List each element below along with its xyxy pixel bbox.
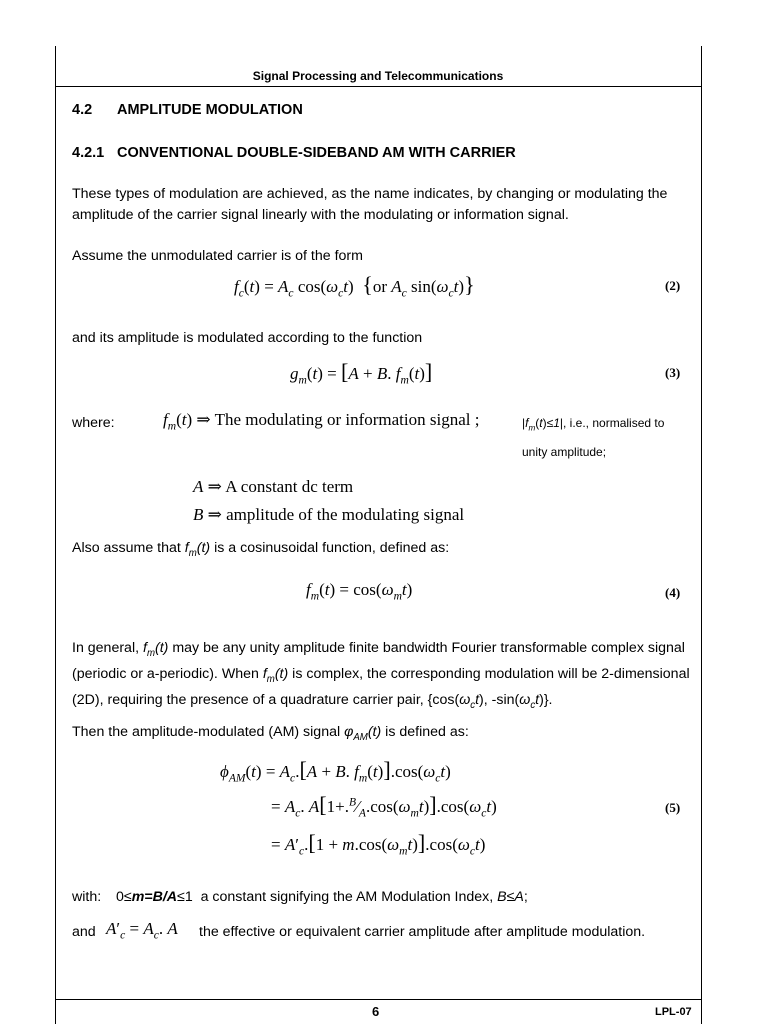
- equation-5-line-3: = $A'_c.[1 + m.\cos(\omega_mt)].\cos(\omega_ct)$: [271, 830, 486, 858]
- definition-B: B ⇒ amplitude of the modulating signal: [193, 505, 465, 524]
- carrier-effective-amplitude: $A'_c = A_c$. A: [106, 919, 178, 942]
- section-number: 4.2: [72, 102, 93, 118]
- subsection-number: 4.2.1: [72, 145, 105, 161]
- equation-5-number: (5): [665, 800, 681, 815]
- document-code: LPL-07: [655, 1006, 692, 1018]
- with-text: 0≤m=B/A≤1 a constant signifying the AM Modulation Index, B≤A;: [116, 889, 528, 905]
- equation-4: $f_m(t) = \cos(\omega_mt)$: [306, 580, 413, 603]
- definition-fm-text: The modulating or information signal ;: [214, 410, 480, 429]
- subsection-title: CONVENTIONAL DOUBLE-SIDEBAND AM WITH CARRIER: [117, 145, 516, 161]
- equation-3-number: (3): [665, 365, 681, 380]
- general-paragraph: In general, $f_m(t)$ may be any unity amplitude finite bandwidth Fourier transformable complex signal (periodic or a-periodic). When $f_m(t)$ is complex, the corresponding modulation will be 2-dimensional (2D), requiring the presence of a quadrature carrier pair, {$\cos(\omega_ct)$, $-\sin(\omega_ct)$}.: [72, 640, 690, 711]
- page-number: 6: [372, 1004, 380, 1019]
- definition-A: A ⇒ A constant dc term: [193, 477, 354, 496]
- assume-carrier-text: Assume the unmodulated carrier is of the form: [72, 248, 363, 264]
- and-label: and: [72, 924, 96, 940]
- equation-5-line-1: $\phi_{AM}(t) = A_c.[A + B$. $f_m(t)].\cos(\omega_ct)$: [220, 757, 451, 785]
- intro-paragraph: These types of modulation are achieved, as the name indicates, by changing or modulating the amplitude of the carrier signal linearly with the modulating or information signal.: [72, 186, 668, 223]
- equation-2-number: (2): [665, 278, 681, 293]
- definition-B-text: amplitude of the modulating signal: [226, 505, 465, 524]
- where-note: $|f_m(t)\le 1|$, i.e., normalised to unity amplitude;: [522, 416, 665, 460]
- definition-A-text: A constant dc term: [225, 477, 354, 496]
- with-label: with:: [72, 889, 102, 905]
- amplitude-modulated-text: and its amplitude is modulated according to the function: [72, 330, 423, 346]
- and-text: the effective or equivalent carrier amplitude after amplitude modulation.: [199, 924, 646, 940]
- equation-2: $f_c(t) = A_c$ $\cos(\omega_ct)$ {or $A_c$ $\sin(\omega_ct)$}: [234, 272, 475, 300]
- footer-rule: [55, 999, 701, 1000]
- equation-4-number: (4): [665, 585, 681, 600]
- equation-5-line-2: = $A_c$. $A[1+.^B⁄_A.\cos(\omega_mt)].\cos(\omega_ct)$: [271, 792, 497, 820]
- also-assume-text: Also assume that $f_m(t)$ is a cosinusoidal function, defined as:: [72, 540, 450, 559]
- running-header: Signal Processing and Telecommunications: [252, 69, 504, 83]
- equation-3: $g_m(t) = [A + B$. $f_m(t)$]: [290, 359, 433, 387]
- then-am-text: Then the amplitude-modulated (AM) signal $\varphi_{AM}(t)$ is defined as:: [72, 724, 469, 743]
- header-rule: [55, 86, 701, 87]
- where-label: where:: [72, 415, 115, 431]
- definition-fm: $f_m(t)$ ⇒ The modulating or information signal ;: [163, 410, 480, 433]
- section-title: AMPLITUDE MODULATION: [117, 102, 303, 118]
